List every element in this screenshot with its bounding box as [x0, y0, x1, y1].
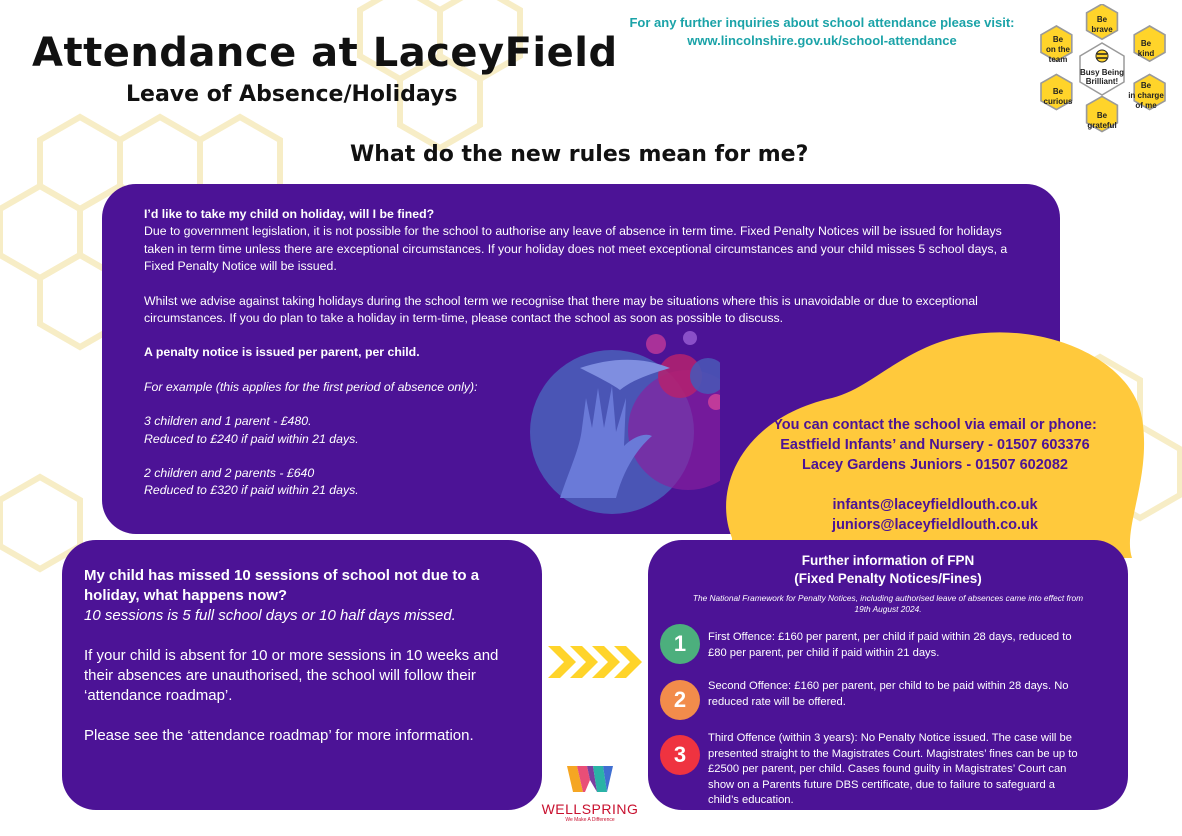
fpn-heading2: (Fixed Penalty Notices/Fines)	[794, 571, 982, 586]
page-subtitle: Leave of Absence/Holidays	[126, 82, 458, 107]
values-badge	[1030, 4, 1180, 152]
badge-tl-3: team	[1048, 55, 1068, 64]
holiday-heading: I’d like to take my child on holiday, will I be fined?	[144, 207, 435, 221]
badge-top-2: brave	[1091, 25, 1113, 34]
wellspring-wordmark: WELLSPRING	[541, 801, 639, 817]
badge-tr-1: Be	[1140, 39, 1152, 48]
contact-lacey-gardens[interactable]: Lacey Gardens Juniors - 01507 602082	[802, 457, 1068, 473]
sessions-para: If your child is absent for 10 or more sessions in 10 weeks and their absences are unauthorised, the school will follow their ‘attendance roadmap’.	[84, 647, 499, 704]
example1-line2: Reduced to £240 if paid within 21 days.	[144, 431, 359, 446]
inquiry-note	[600, 14, 1044, 50]
wellspring-logo	[538, 762, 642, 832]
badge-tl-1: Be	[1052, 35, 1064, 44]
badge-bl-1: Be	[1052, 87, 1064, 96]
offence-3-number-badge: 3	[660, 735, 700, 775]
sessions-para2: Please see the ‘attendance roadmap’ for more information.	[84, 727, 474, 744]
example1-line1: 3 children and 1 parent - £480.	[144, 414, 312, 429]
badge-center-1: Busy Being	[1079, 68, 1125, 77]
svg-text:Busy BeingBrilliant!	[1080, 68, 1124, 86]
email-juniors[interactable]: juniors@laceyfieldlouth.co.uk	[832, 517, 1038, 533]
badge-br-3: of me	[1135, 101, 1157, 110]
badge-top-1: Be	[1096, 15, 1108, 24]
badge-tr-2: kind	[1137, 49, 1155, 58]
example-intro: For example (this applies for the first period of absence only):	[144, 379, 478, 394]
fpn-heading1: Further information of FPN	[801, 553, 975, 568]
sessions-italic: 10 sessions is 5 full school days or 10 half days missed.	[84, 607, 456, 624]
badge-bottom-2: grateful	[1087, 121, 1117, 130]
fpn-subnote: The National Framework for Penalty Notices, including authorised leave of absences came into effect from 19th August 2024.	[692, 593, 1084, 614]
badge-center-2: Brilliant!	[1085, 77, 1119, 86]
penalty-per-parent: A penalty notice is issued per parent, per child.	[144, 345, 420, 360]
example2-line2: Reduced to £320 if paid within 21 days.	[144, 483, 359, 498]
offence-1-text: First Offence: £160 per parent, per child if paid within 28 days, reduced to £80 per parent, per child if paid within 21 days.	[708, 631, 1072, 659]
badge-bl-2: curious	[1043, 97, 1073, 106]
wellspring-tagline: We Make A Difference	[565, 817, 615, 823]
hands-illustration	[520, 328, 720, 518]
page-title: Attendance at LaceyField	[32, 30, 618, 76]
fpn-info-panel	[648, 540, 1128, 810]
holiday-para1: Due to government legislation, it is not possible for the school to authorise any leave of absence in term time. Fixed Penalty Notices will be issued for holidays taken in term time unless there are exceptional circumstances. If your holiday does not meet exceptional circumstances and your child misses 5 school days, a Fixed Penalty Notice will be issued.	[144, 224, 1008, 274]
email-infants[interactable]: infants@laceyfieldlouth.co.uk	[832, 497, 1038, 513]
inquiry-text: For any further inquiries about school attendance please visit:	[629, 15, 1015, 30]
offence-1-number-badge: 1	[660, 624, 700, 664]
sessions-heading: My child has missed 10 sessions of school not due to a holiday, what happens now?	[84, 567, 480, 604]
contact-intro: You can contact the school via email or phone:	[773, 417, 1097, 433]
missed-sessions-panel	[62, 540, 542, 810]
offence-2-number-badge: 2	[660, 680, 700, 720]
contact-details	[740, 415, 1130, 535]
example2-line1: 2 children and 2 parents - £640	[144, 466, 315, 481]
wellspring-mark-icon	[565, 762, 615, 796]
badge-bottom-1: Be	[1096, 111, 1108, 120]
holiday-para2: Whilst we advise against taking holidays during the school term we recognise that there may be situations where this is unavoidable or due to exceptional circumstances. If you do plan to take a holiday in term-time, please contact the school as soon as possible to discuss.	[144, 293, 978, 326]
offence-3-text: Third Offence (within 3 years): No Penalty Notice issued. The case will be presented straight to the Magistrates Court. Magistrates’ fines can be up to £2500 per parent, per child. Cases found guilty in Magistrates’ Court can show on a Parents future DBS certificate, due to failure to safeguard a child’s education.	[708, 732, 1078, 806]
contact-eastfield[interactable]: Eastfield Infants’ and Nursery - 01507 603376	[780, 437, 1090, 453]
inquiry-link[interactable]: www.lincolnshire.gov.uk/school-attendance	[687, 33, 957, 48]
chevron-arrows-icon	[548, 642, 644, 682]
badge-br-2: in charge	[1128, 91, 1164, 100]
offence-2-text: Second Offence: £160 per parent, per child to be paid within 28 days. No reduced rate will be offered.	[708, 680, 1069, 708]
badge-tl-2: on the	[1046, 45, 1070, 54]
section-question: What do the new rules mean for me?	[350, 142, 809, 167]
badge-br-1: Be	[1140, 81, 1152, 90]
